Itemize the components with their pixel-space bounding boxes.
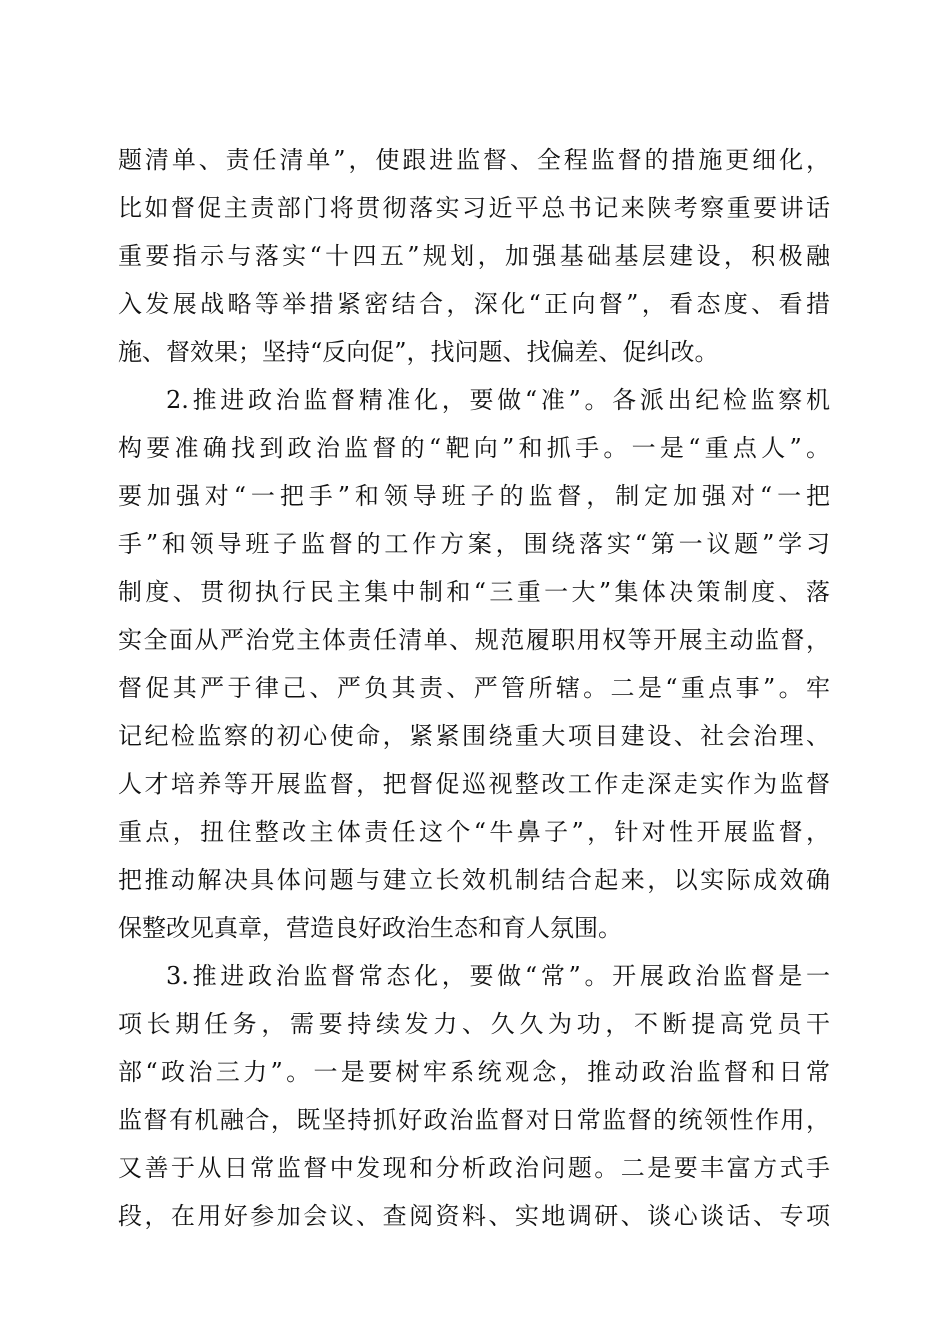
- text-line: 人才培养等开展监督，把督促巡视整改工作走深走实作为监督: [118, 770, 830, 798]
- text-line: 手”和领导班子监督的工作方案，围绕落实“第一议题”学习: [118, 530, 830, 558]
- text-line: 重要指示与落实“十四五”规划，加强基础基层建设，积极融: [118, 242, 830, 270]
- text-line: 部“政治三力”。一是要树牢系统观念，推动政治监督和日常: [118, 1058, 830, 1086]
- text-line: 又善于从日常监督中发现和分析政治问题。二是要丰富方式手: [118, 1154, 830, 1182]
- text-line: 段，在用好参加会议、查阅资料、实地调研、谈心谈话、专项: [118, 1202, 830, 1230]
- text-line: 入发展战略等举措紧密结合，深化“正向督”，看态度、看措: [118, 290, 830, 318]
- paragraph-start-line: 3.推进政治监督常态化，要做“常”。开展政治监督是一: [166, 962, 830, 990]
- text-line: 项长期任务，需要持续发力、久久为功，不断提高党员干: [118, 1010, 830, 1038]
- text-line: 监督有机融合，既坚持抓好政治监督对日常监督的统领性作用，: [118, 1106, 830, 1134]
- text-line: 保整改见真章，营造良好政治生态和育人氛围。: [118, 914, 622, 942]
- text-line: 实全面从严治党主体责任清单、规范履职用权等开展主动监督，: [118, 626, 830, 654]
- text-line: 重点，扭住整改主体责任这个“牛鼻子”，针对性开展监督，: [118, 818, 830, 846]
- paragraph-start-line: 2.推进政治监督精准化，要做“准”。各派出纪检监察机: [166, 386, 830, 414]
- text-line: 要加强对“一把手”和领导班子的监督，制定加强对“一把: [118, 482, 830, 510]
- text-line: 记纪检监察的初心使命，紧紧围绕重大项目建设、社会治理、: [118, 722, 830, 750]
- text-line: 制度、贯彻执行民主集中制和“三重一大”集体决策制度、落: [118, 578, 830, 606]
- text-line: 把推动解决具体问题与建立长效机制结合起来，以实际成效确: [118, 866, 830, 894]
- text-line: 施、督效果；坚持“反向促”，找问题、找偏差、促纠改。: [118, 338, 719, 366]
- text-line: 题清单、责任清单”，使跟进监督、全程监督的措施更细化，: [118, 146, 830, 174]
- text-line: 构要准确找到政治监督的“靶向”和抓手。一是“重点人”。: [118, 434, 830, 462]
- text-line: 督促其严于律己、严负其责、严管所辖。二是“重点事”。牢: [118, 674, 830, 702]
- text-line: 比如督促主责部门将贯彻落实习近平总书记来陕考察重要讲话: [118, 194, 830, 222]
